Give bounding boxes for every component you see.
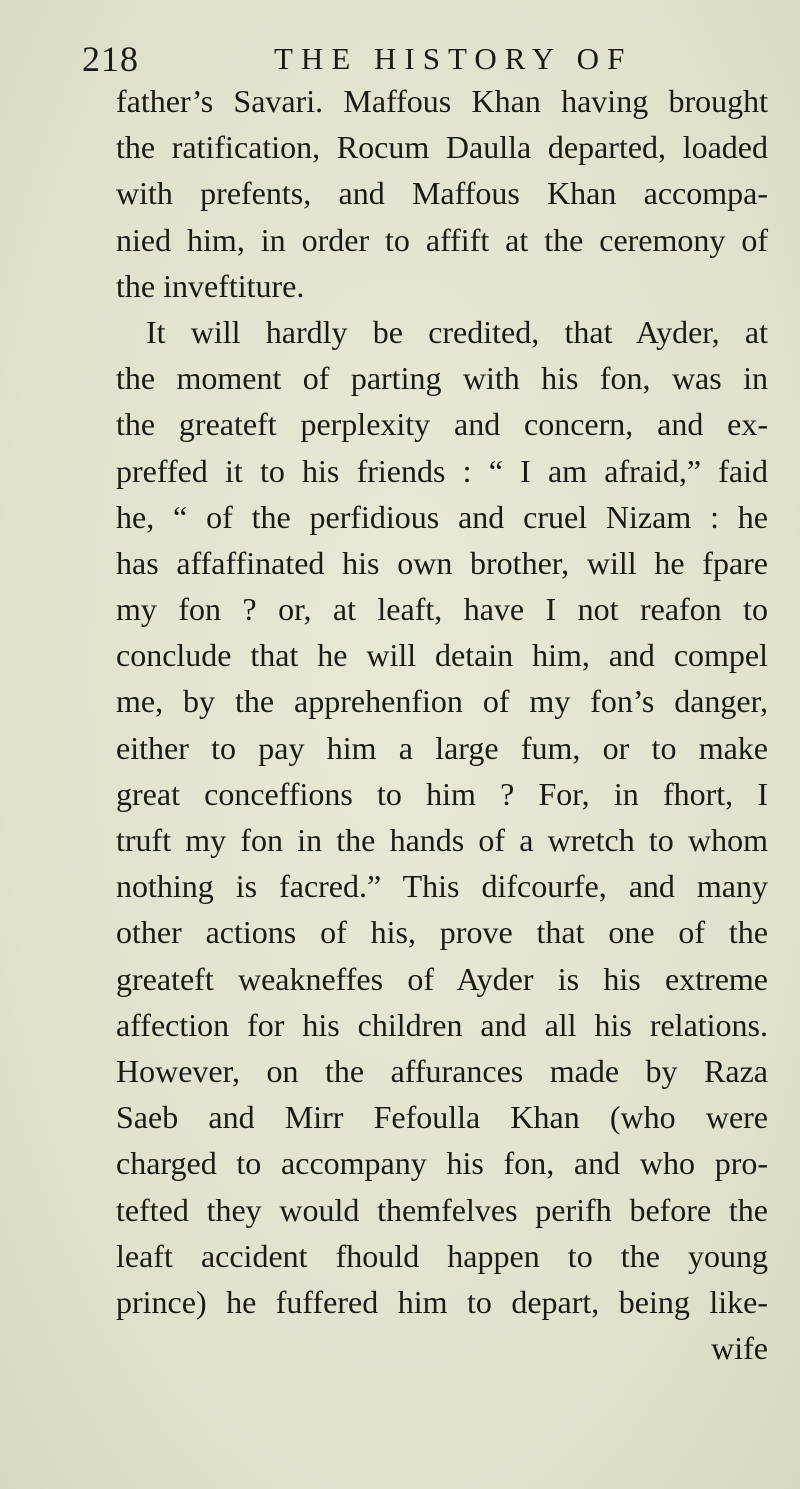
text-line: with prefents, and Maffous Khan accompa- bbox=[116, 175, 768, 212]
text-line: the greateft perplexity and concern, and ex- bbox=[116, 406, 768, 443]
text-line: conclude that he will detain him, and compel bbox=[116, 637, 768, 674]
text-line: my fon ? or, at leaft, have I not reafon to bbox=[116, 591, 768, 628]
body-text bbox=[116, 78, 768, 1371]
text-line: has affaffinated his own brother, will he fpare bbox=[116, 544, 768, 581]
text-line: Saeb and Mirr Fefoulla Khan (who were bbox=[116, 1099, 768, 1136]
text-line: the inveftiture. bbox=[116, 267, 305, 304]
text-line: truft my fon in the hands of a wretch to whom bbox=[116, 822, 768, 858]
catchword: wife bbox=[711, 1330, 768, 1367]
text-line: It will hardly be credited, that Ayder, at bbox=[146, 313, 768, 350]
text-line: greateft weakneffes of Ayder is his extreme bbox=[116, 960, 768, 997]
page-number: 218 bbox=[82, 39, 139, 79]
text-line: the ratification, Rocum Daulla departed, loaded bbox=[116, 129, 768, 166]
text-line: nied him, in order to affift at the ceremony of bbox=[116, 221, 768, 258]
text-line: nothing is facred.” This difcourfe, and many bbox=[116, 868, 768, 905]
text-line: great conceffions to him ? For, in fhort, I bbox=[116, 775, 768, 812]
text-line: tefted they would themfelves perifh before the bbox=[116, 1191, 768, 1228]
text-line: prince) he fuffered him to depart, being like- bbox=[116, 1283, 768, 1320]
text-line: other actions of his, prove that one of the bbox=[116, 914, 768, 951]
text-line: me, by the apprehenfion of my fon’s danger, bbox=[116, 683, 768, 720]
text-line: preffed it to his friends : “ I am afraid,” faid bbox=[116, 452, 768, 489]
text-line: the moment of parting with his fon, was in bbox=[116, 360, 768, 397]
running-head: THE HISTORY OF bbox=[274, 41, 633, 76]
text-line: charged to accompany his fon, and who pro- bbox=[116, 1145, 768, 1182]
text-line: leaft accident fhould happen to the young bbox=[116, 1237, 768, 1274]
text-line: either to pay him a large fum, or to make bbox=[116, 729, 768, 766]
text-line: father’s Savari. Maffous Khan having brought bbox=[116, 83, 768, 119]
text-line: affection for his children and all his relations. bbox=[116, 1006, 768, 1043]
text-line: However, on the affurances made by Raza bbox=[116, 1052, 768, 1089]
text-line: he, “ of the perfidious and cruel Nizam : he bbox=[116, 498, 768, 535]
